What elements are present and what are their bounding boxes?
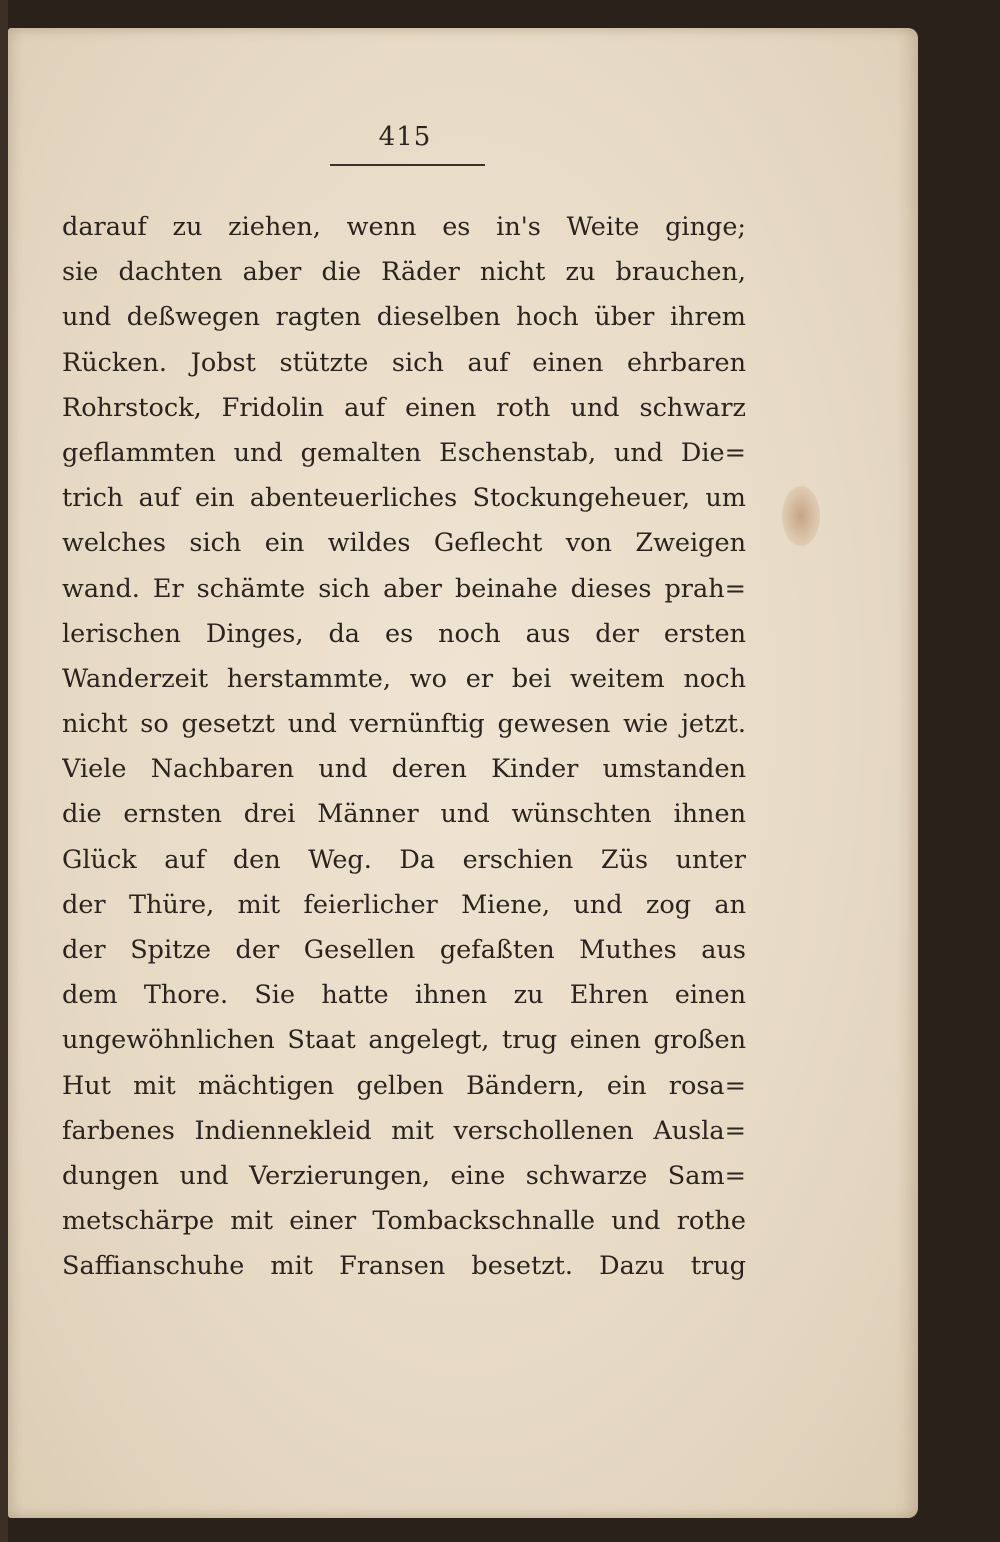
text-line: der Spitze der Gesellen gefaßten Muthes aus bbox=[62, 935, 746, 965]
text-line: nicht so gesetzt und vernünftig gewesen wie jetzt. bbox=[62, 709, 746, 740]
text-line: wand. Er schämte sich aber beinahe dieses prah= bbox=[62, 573, 746, 604]
text-line: geflammten und gemalten Eschenstab, und Die= bbox=[62, 437, 746, 468]
text-line: dem Thore. Sie hatte ihnen zu Ehren einen bbox=[62, 980, 746, 1011]
text-line: der Thüre, mit feierlicher Miene, und zog an bbox=[62, 889, 746, 920]
text-line: Rücken. Jobst stützte sich auf einen ehrbaren bbox=[62, 347, 746, 378]
text-line: Glück auf den Weg. Da erschien Züs unter bbox=[62, 844, 746, 875]
page-number: 415 bbox=[378, 122, 432, 152]
text-line: Hut mit mächtigen gelben Bändern, ein rosa= bbox=[62, 1070, 746, 1101]
text-line: sie dachten aber die Räder nicht zu brauchen, bbox=[62, 257, 746, 288]
text-line: darauf zu ziehen, wenn es in's Weite ginge; bbox=[62, 212, 746, 242]
text-line: metschärpe mit einer Tombackschnalle und rothe bbox=[62, 1206, 746, 1237]
paper-stain bbox=[782, 486, 820, 546]
text-line: farbenes Indiennekleid mit verschollenen Ausla= bbox=[62, 1115, 746, 1146]
text-line: die ernsten drei Männer und wünschten ihnen bbox=[62, 799, 746, 830]
text-line: Wanderzeit herstammte, wo er bei weitem noch bbox=[62, 663, 746, 694]
header-rule bbox=[330, 164, 485, 166]
text-line: lerischen Dinges, da es noch aus der ersten bbox=[62, 618, 746, 649]
text-line: trich auf ein abenteuerliches Stockungeheuer, um bbox=[62, 483, 746, 514]
text-line: Viele Nachbaren und deren Kinder umstanden bbox=[62, 754, 746, 785]
text-line: Saffianschuhe mit Fransen besetzt. Dazu trug bbox=[62, 1251, 746, 1282]
book-spine-edge bbox=[0, 0, 8, 1542]
text-line: dungen und Verzierungen, eine schwarze Sam= bbox=[62, 1160, 746, 1191]
text-line: welches sich ein wildes Geflecht von Zweigen bbox=[62, 528, 746, 559]
text-line: ungewöhnlichen Staat angelegt, trug einen großen bbox=[62, 1025, 746, 1056]
text-line: und deßwegen ragten dieselben hoch über ihrem bbox=[62, 302, 746, 333]
body-text bbox=[62, 205, 746, 1290]
text-line: Rohrstock, Fridolin auf einen roth und schwarz bbox=[62, 392, 746, 423]
